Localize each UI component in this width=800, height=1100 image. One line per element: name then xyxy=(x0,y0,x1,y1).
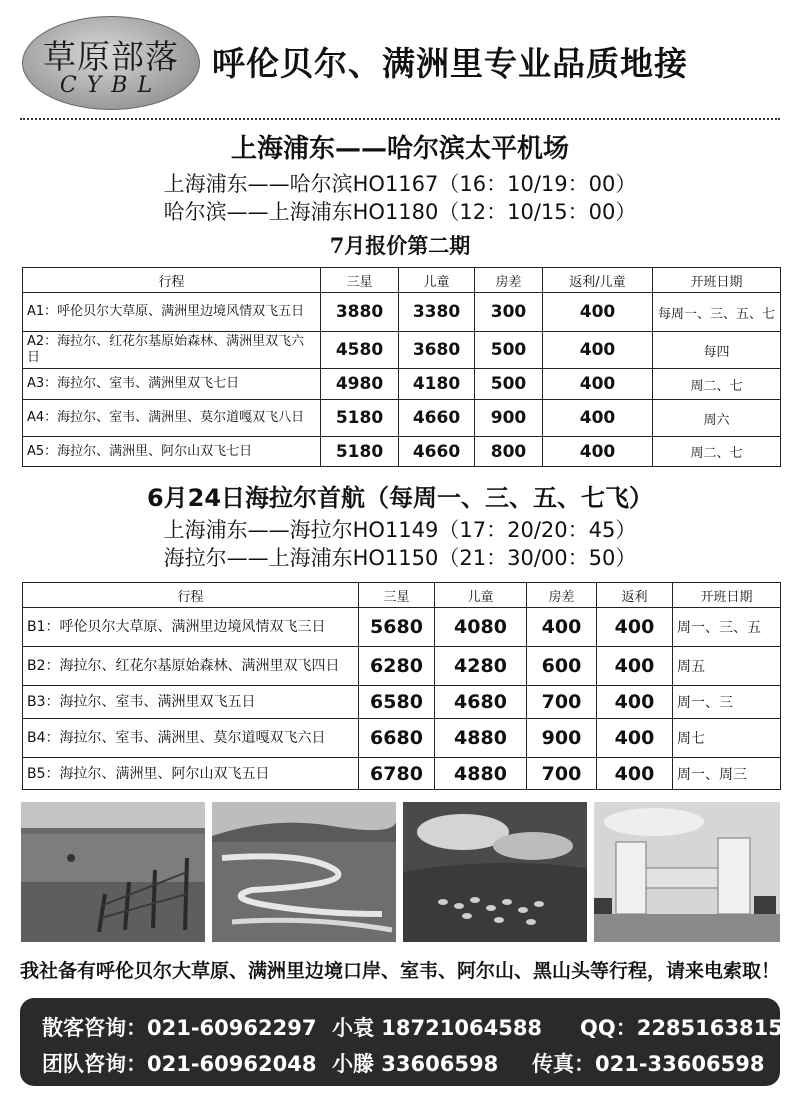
price-table-a xyxy=(22,267,781,467)
photo-winding-river xyxy=(212,802,396,942)
room-diff: 700 xyxy=(527,686,597,719)
dates-cell: 周二、七 xyxy=(653,369,781,400)
table-row xyxy=(23,686,781,719)
route-cell: B4：海拉尔、室韦、满洲里、莫尔道嘎双飞六日 xyxy=(23,719,359,758)
rebate: 400 xyxy=(543,437,653,467)
rebate: 400 xyxy=(597,719,673,758)
room-diff: 500 xyxy=(475,332,543,369)
star3-price: 6780 xyxy=(359,758,435,790)
dates-cell: 每四 xyxy=(653,332,781,369)
room-diff: 600 xyxy=(527,647,597,686)
table-header-row xyxy=(23,268,781,293)
room-diff: 900 xyxy=(527,719,597,758)
child-price: 3380 xyxy=(399,293,475,332)
route-cell: B5：海拉尔、满洲里、阿尔山双飞五日 xyxy=(23,758,359,790)
dates-cell: 周一、三 xyxy=(673,686,781,719)
col-rebate: 返利 xyxy=(597,583,673,608)
dates-cell: 周二、七 xyxy=(653,437,781,467)
room-diff: 800 xyxy=(475,437,543,467)
logo-english-text: CYBL xyxy=(59,73,163,98)
photo-grassland-fence xyxy=(21,802,205,942)
col-route: 行程 xyxy=(23,583,359,608)
photo-sheep-flock xyxy=(403,802,587,942)
table-row xyxy=(23,332,781,369)
route-cell: B2：海拉尔、红花尔基原始森林、满洲里双飞四日 xyxy=(23,647,359,686)
divider xyxy=(20,118,780,120)
contact-panel xyxy=(20,998,783,1086)
rebate: 400 xyxy=(597,608,673,647)
individual-phone: 散客咨询：021-60962297 xyxy=(42,1016,317,1040)
room-diff: 500 xyxy=(475,369,543,400)
section2-title: 6月24日海拉尔首航（每周一、三、五、七飞） xyxy=(146,484,654,512)
dates-cell: 周一、三、五 xyxy=(673,608,781,647)
child-price: 4880 xyxy=(435,719,527,758)
rebate: 400 xyxy=(543,369,653,400)
dates-cell: 周六 xyxy=(653,400,781,437)
star3-price: 3880 xyxy=(321,293,399,332)
dates-cell: 周五 xyxy=(673,647,781,686)
price-table-b xyxy=(22,582,781,790)
group-contact-person: 小滕 33606598 xyxy=(332,1052,499,1076)
fax-number: 传真：021-33606598 xyxy=(532,1052,765,1076)
room-diff: 300 xyxy=(475,293,543,332)
col-route: 行程 xyxy=(23,268,321,293)
star3-price: 6280 xyxy=(359,647,435,686)
header xyxy=(0,0,800,118)
col-dates: 开班日期 xyxy=(673,583,781,608)
group-phone: 团队咨询：021-60962048 xyxy=(42,1052,317,1076)
col-star3: 三星 xyxy=(321,268,399,293)
col-star3: 三星 xyxy=(359,583,435,608)
rebate: 400 xyxy=(597,647,673,686)
rebate: 400 xyxy=(597,686,673,719)
star3-price: 5680 xyxy=(359,608,435,647)
section2-flight-return: 海拉尔——上海浦东HO1150（21：30/00：50） xyxy=(163,546,637,570)
section1-title: 上海浦东——哈尔滨太平机场 xyxy=(230,134,569,164)
child-price: 4080 xyxy=(435,608,527,647)
star3-price: 5180 xyxy=(321,437,399,467)
star3-price: 4980 xyxy=(321,369,399,400)
child-price: 4880 xyxy=(435,758,527,790)
table-row xyxy=(23,758,781,790)
table-row xyxy=(23,400,781,437)
col-dates: 开班日期 xyxy=(653,268,781,293)
section1-flight-return: 哈尔滨——上海浦东HO1180（12：10/15：00） xyxy=(163,200,637,224)
route-cell: A3：海拉尔、室韦、满洲里双飞七日 xyxy=(23,369,321,400)
qq-number: QQ：2285163815 xyxy=(580,1016,783,1040)
table-header-row xyxy=(23,583,781,608)
table-row xyxy=(23,719,781,758)
child-price: 4660 xyxy=(399,437,475,467)
rebate: 400 xyxy=(543,293,653,332)
table-row xyxy=(23,437,781,467)
route-cell: A5：海拉尔、满洲里、阿尔山双飞七日 xyxy=(23,437,321,467)
room-diff: 400 xyxy=(527,608,597,647)
promo-banner: 我社备有呼伦贝尔大草原、满洲里边境口岸、室韦、阿尔山、黑山头等行程，请来电索取！ xyxy=(19,960,780,982)
col-child: 儿童 xyxy=(435,583,527,608)
child-price: 3680 xyxy=(399,332,475,369)
route-cell: B1：呼伦贝尔大草原、满洲里边境风情双飞三日 xyxy=(23,608,359,647)
star3-price: 4580 xyxy=(321,332,399,369)
photo-border-gate xyxy=(594,802,780,942)
star3-price: 5180 xyxy=(321,400,399,437)
dates-cell: 周七 xyxy=(673,719,781,758)
dates-cell: 每周一、三、五、七 xyxy=(653,293,781,332)
col-room: 房差 xyxy=(475,268,543,293)
header-slogan: 呼伦贝尔、满洲里专业品质地接 xyxy=(212,44,688,83)
section2-flight-out: 上海浦东——海拉尔HO1149（17：20/20：45） xyxy=(163,518,637,542)
section1-flight-out: 上海浦东——哈尔滨HO1167（16：10/19：00） xyxy=(163,172,637,196)
section1-subtitle: 7月报价第二期 xyxy=(329,233,471,258)
child-price: 4180 xyxy=(399,369,475,400)
table-row xyxy=(23,293,781,332)
logo-chinese-text: 草原部落 xyxy=(43,37,179,76)
route-cell: A1：呼伦贝尔大草原、满洲里边境风情双飞五日 xyxy=(23,293,321,332)
col-rebate: 返利/儿童 xyxy=(543,268,653,293)
rebate: 400 xyxy=(543,332,653,369)
table-row xyxy=(23,369,781,400)
table-row xyxy=(23,608,781,647)
star3-price: 6580 xyxy=(359,686,435,719)
route-cell: B3：海拉尔、室韦、满洲里双飞五日 xyxy=(23,686,359,719)
room-diff: 900 xyxy=(475,400,543,437)
star3-price: 6680 xyxy=(359,719,435,758)
col-room: 房差 xyxy=(527,583,597,608)
child-price: 4680 xyxy=(435,686,527,719)
dates-cell: 周一、周三 xyxy=(673,758,781,790)
table-row xyxy=(23,647,781,686)
rebate: 400 xyxy=(597,758,673,790)
col-child: 儿童 xyxy=(399,268,475,293)
child-price: 4280 xyxy=(435,647,527,686)
route-cell: A4：海拉尔、室韦、满洲里、莫尔道嘎双飞八日 xyxy=(23,400,321,437)
individual-contact-person: 小袁 18721064588 xyxy=(332,1016,543,1040)
room-diff: 700 xyxy=(527,758,597,790)
rebate: 400 xyxy=(543,400,653,437)
route-cell: A2：海拉尔、红花尔基原始森林、满洲里双飞六日 xyxy=(23,332,321,369)
company-logo xyxy=(22,16,200,110)
child-price: 4660 xyxy=(399,400,475,437)
